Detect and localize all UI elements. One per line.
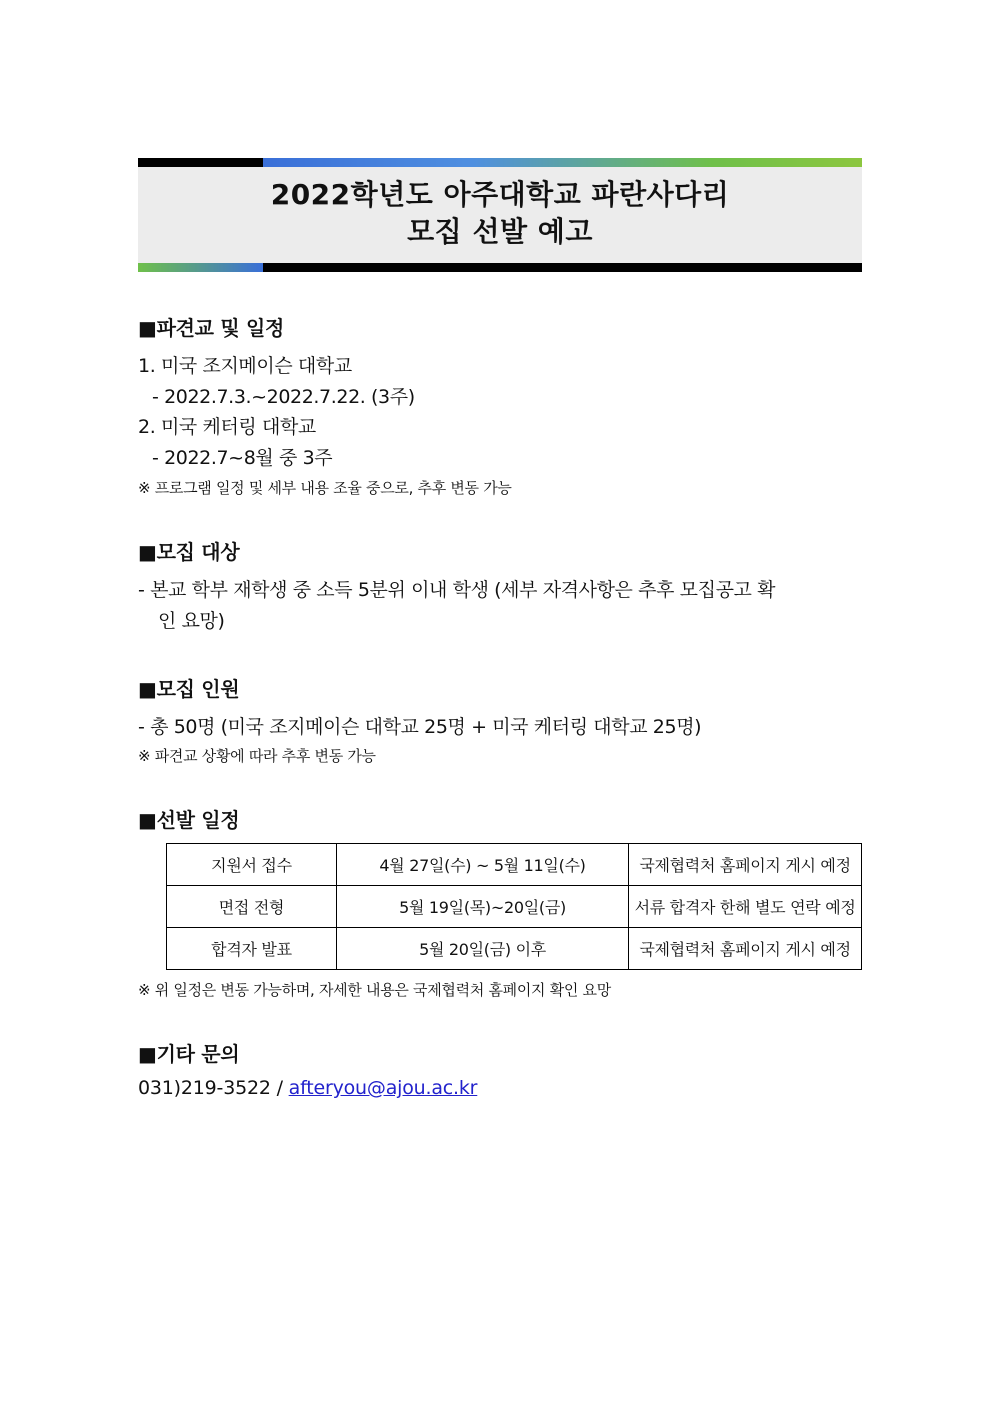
banner-bottom-gradient-segment (138, 263, 263, 272)
dispatch-note: ※ 프로그램 일정 및 세부 내용 조율 중으로, 추후 변동 가능 (138, 478, 512, 497)
banner-top-bar (138, 158, 862, 167)
banner-bottom-dark-segment (263, 263, 862, 272)
table-row (167, 886, 862, 928)
section-heading-headcount: ■모집 인원 (138, 676, 240, 701)
section-dispatch-schedule (138, 312, 862, 500)
table-cell-remark: 국제협력처 홈페이지 게시 예정 (629, 928, 862, 970)
section-heading-selection: ■선발 일정 (138, 808, 240, 833)
banner-top-gradient-segment (263, 158, 862, 167)
headcount-line: - 총 50명 (미국 조지메이슨 대학교 25명 + 미국 케터링 대학교 25명) (138, 715, 702, 738)
table-cell-date: 5월 20일(금) 이후 (336, 928, 628, 970)
target-line-cont: 인 요망) (158, 609, 225, 632)
dispatch-line-1: 1. 미국 조지메이슨 대학교 (138, 354, 352, 377)
table-cell-date: 5월 19일(목)~20일(금) (336, 886, 628, 928)
dispatch-line-4: - 2022.7~8월 중 3주 (152, 447, 333, 470)
selection-schedule-table (166, 843, 862, 970)
contact-phone: 031)219-3522 / (138, 1077, 289, 1100)
dispatch-line-2: - 2022.7.3.~2022.7.22. (3주) (152, 385, 415, 408)
document-content (138, 158, 862, 1105)
title-line-2: 모집 선발 예고 (407, 214, 593, 248)
banner-bottom-bar (138, 263, 862, 272)
target-line-main: - 본교 학부 재학생 중 소득 5분위 이내 학생 (세부 자격사항은 추후 모집공고 확 (138, 578, 776, 601)
section-selection-schedule (138, 804, 862, 1002)
dispatch-line-3: 2. 미국 케터링 대학교 (138, 416, 316, 439)
section-heading-target: ■모집 대상 (138, 539, 240, 564)
table-cell-stage: 합격자 발표 (167, 928, 337, 970)
selection-note: ※ 위 일정은 변동 가능하며, 자세한 내용은 국제협력처 홈페이지 확인 요망 (138, 981, 611, 1000)
title-line-1: 2022학년도 아주대학교 파란사다리 (270, 178, 730, 211)
table-cell-remark: 서류 합격자 한해 별도 연락 예정 (629, 886, 862, 928)
contact-email-link[interactable]: afteryou@ajou.ac.kr (288, 1077, 478, 1100)
table-row (167, 844, 862, 886)
table-row (167, 928, 862, 970)
banner-top-dark-segment (138, 158, 263, 167)
headcount-note: ※ 파견교 상황에 따라 추후 변동 가능 (138, 747, 376, 766)
spacer-1 (138, 506, 862, 536)
spacer-4 (138, 1008, 862, 1038)
title-banner (138, 158, 862, 272)
section-heading-dispatch: ■파견교 및 일정 (138, 315, 285, 340)
section-heading-contact: ■기타 문의 (138, 1042, 240, 1067)
document-sections (138, 312, 862, 1099)
table-cell-stage: 면접 전형 (167, 886, 337, 928)
spacer-2 (138, 643, 862, 673)
contact-line (138, 1077, 862, 1099)
table-cell-stage: 지원서 접수 (167, 844, 337, 886)
section-headcount (138, 673, 862, 769)
table-cell-remark: 국제협력처 홈페이지 게시 예정 (629, 844, 862, 886)
section-contact (138, 1038, 862, 1099)
title-box (138, 167, 862, 263)
table-cell-date: 4월 27일(수) ~ 5월 11일(수) (336, 844, 628, 886)
section-target (138, 536, 862, 637)
spacer-3 (138, 774, 862, 804)
